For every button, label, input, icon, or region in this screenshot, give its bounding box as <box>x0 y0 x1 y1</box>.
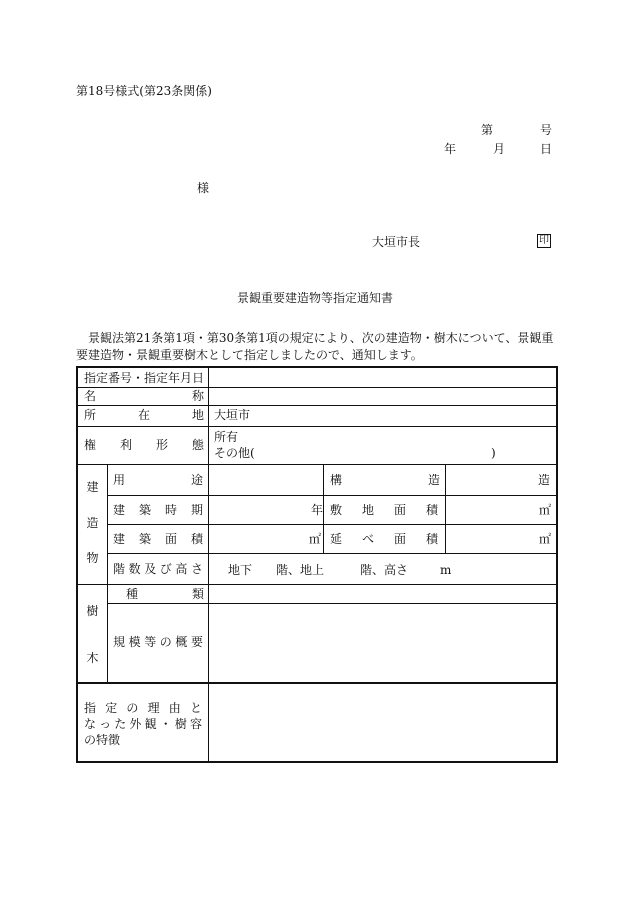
floors-label-char: さ <box>190 562 203 576</box>
tree-label-char: 樹 <box>86 604 99 618</box>
structure-unit: 造 <box>538 473 551 487</box>
era-label-char: 期 <box>190 503 203 517</box>
floors-label-char: 高 <box>175 562 188 576</box>
reason-line-3: の特徴 <box>84 733 121 747</box>
building-label-char: 物 <box>86 551 99 565</box>
col-divider <box>107 464 108 682</box>
construction-era-unit: 年 <box>311 503 324 517</box>
reason-char: っ <box>99 717 112 731</box>
building-area-label-char: 面 <box>164 532 177 546</box>
floor-area-label-char: 面 <box>393 532 406 546</box>
designation-table <box>76 366 558 763</box>
row-divider <box>78 405 556 406</box>
building-area-label-char: 積 <box>190 532 203 546</box>
seal-box: 印 <box>539 235 549 246</box>
location-label-char: 地 <box>191 408 204 422</box>
scale-label-char: 規 <box>113 635 126 649</box>
height-label: 階、高さ <box>360 563 409 577</box>
location-value: 大垣市 <box>214 408 251 422</box>
reason-char: ・ <box>159 717 172 731</box>
row-divider <box>107 553 556 554</box>
floor-area-label-char: 積 <box>425 532 438 546</box>
floor-area-label-char: 延 <box>330 532 343 546</box>
building-label-char: 建 <box>86 480 99 494</box>
reason-char: 外 <box>129 717 142 731</box>
rights-label-char: 利 <box>119 438 132 452</box>
building-label-char: 造 <box>86 515 99 530</box>
scale-label-char: 要 <box>190 635 203 649</box>
reason-line-2 <box>84 716 202 732</box>
row-divider <box>78 584 556 585</box>
row-divider <box>78 464 556 465</box>
site-area-label <box>330 504 438 516</box>
scale-summary-label <box>113 636 203 648</box>
number-prefix-label: 第 <box>481 123 494 137</box>
height-unit: m <box>440 563 452 577</box>
floor-area-unit: ㎡ <box>539 532 552 546</box>
reason-char: の <box>126 701 139 715</box>
structure-label-first: 構 <box>330 473 343 487</box>
location-label <box>84 409 204 421</box>
site-area-unit: ㎡ <box>539 503 552 517</box>
site-area-label-char: 面 <box>393 503 406 517</box>
reason-char: 樹 <box>174 717 187 731</box>
rights-label-char: 態 <box>191 438 204 452</box>
row-divider <box>78 387 556 388</box>
structure-label-last: 造 <box>428 473 441 487</box>
rights-close-paren: ) <box>491 446 496 460</box>
designation-label: 指定番号・指定年月日 <box>84 371 205 385</box>
reason-char: 由 <box>168 701 181 715</box>
floors-underground-label: 地下 <box>228 563 253 577</box>
reason-char: 指 <box>84 701 97 715</box>
building-area-label <box>113 533 203 545</box>
building-group-label <box>78 478 107 566</box>
species-label-char: 類 <box>191 587 204 601</box>
floors-label-char: 階 <box>113 562 126 576</box>
floors-height-label <box>113 563 203 575</box>
date-day-label: 日 <box>540 142 553 156</box>
scale-label-char: 模 <box>128 635 141 649</box>
location-label-char: 在 <box>137 408 150 422</box>
tree-group-label <box>78 602 107 666</box>
reason-char: 観 <box>144 717 157 731</box>
thick-row-divider <box>78 682 556 684</box>
rights-option-ownership: 所有 <box>214 430 239 444</box>
floors-above-label: 階、地上 <box>276 563 325 577</box>
row-divider <box>107 524 556 525</box>
era-label-char: 建 <box>113 503 126 517</box>
reason-char: と <box>189 701 202 715</box>
row-divider <box>107 495 556 496</box>
col-divider <box>323 464 324 553</box>
scale-label-char: 概 <box>175 635 188 649</box>
scale-label-char: 等 <box>144 635 157 649</box>
form-number: 第18号様式(第23条関係) <box>76 84 212 98</box>
name-label-first: 名 <box>84 389 97 403</box>
use-label-char: 途 <box>190 473 203 487</box>
construction-era-label <box>113 504 203 516</box>
reason-line-1 <box>84 700 202 716</box>
use-label <box>113 474 203 486</box>
col-divider <box>208 368 209 761</box>
species-label <box>126 588 204 600</box>
reason-char: 容 <box>189 717 202 731</box>
building-area-label-char: 建 <box>113 532 126 546</box>
name-label-last: 称 <box>192 389 205 403</box>
use-label-char: 用 <box>113 473 126 487</box>
era-label-char: 時 <box>164 503 177 517</box>
floors-label-char: 及 <box>144 562 157 576</box>
building-area-unit: ㎡ <box>309 532 322 546</box>
rights-label <box>84 439 204 451</box>
designation-reason-label <box>84 700 202 748</box>
body-text: 景観法第21条第1項・第30条第1項の規定により、次の建造物・樹木について、景観重要建造物・景観重要樹木として指定しましたので、通知します。 <box>76 331 554 362</box>
rights-label-char: 形 <box>155 438 168 452</box>
date-month-label: 月 <box>493 142 506 156</box>
document-title: 景観重要建造物等指定通知書 <box>236 291 393 305</box>
row-divider <box>78 426 556 427</box>
scale-label-char: の <box>159 635 172 649</box>
floor-area-label-char: べ <box>361 532 374 546</box>
addressee-suffix: 様 <box>197 181 210 195</box>
rights-option-other: その他( <box>214 446 255 460</box>
row-divider <box>107 603 556 604</box>
site-area-label-char: 積 <box>425 503 438 517</box>
date-year-label: 年 <box>444 142 457 156</box>
building-area-label-char: 築 <box>138 532 151 546</box>
reason-char: 理 <box>147 701 160 715</box>
reason-char: た <box>114 717 127 731</box>
species-label-char: 種 <box>126 587 139 601</box>
number-suffix-label: 号 <box>540 123 553 137</box>
reason-char: 定 <box>105 701 118 715</box>
location-label-char: 所 <box>84 408 97 422</box>
site-area-label-char: 敷 <box>330 503 343 517</box>
floor-area-label <box>330 533 438 545</box>
era-label-char: 築 <box>138 503 151 517</box>
reason-char: な <box>84 717 97 731</box>
floors-label-char: び <box>159 562 172 576</box>
floors-label-char: 数 <box>128 562 141 576</box>
site-area-label-char: 地 <box>361 503 374 517</box>
rights-label-char: 権 <box>84 438 97 452</box>
issuer-name: 大垣市長 <box>372 235 421 249</box>
col-divider <box>445 464 446 553</box>
tree-label-char: 木 <box>86 651 99 665</box>
